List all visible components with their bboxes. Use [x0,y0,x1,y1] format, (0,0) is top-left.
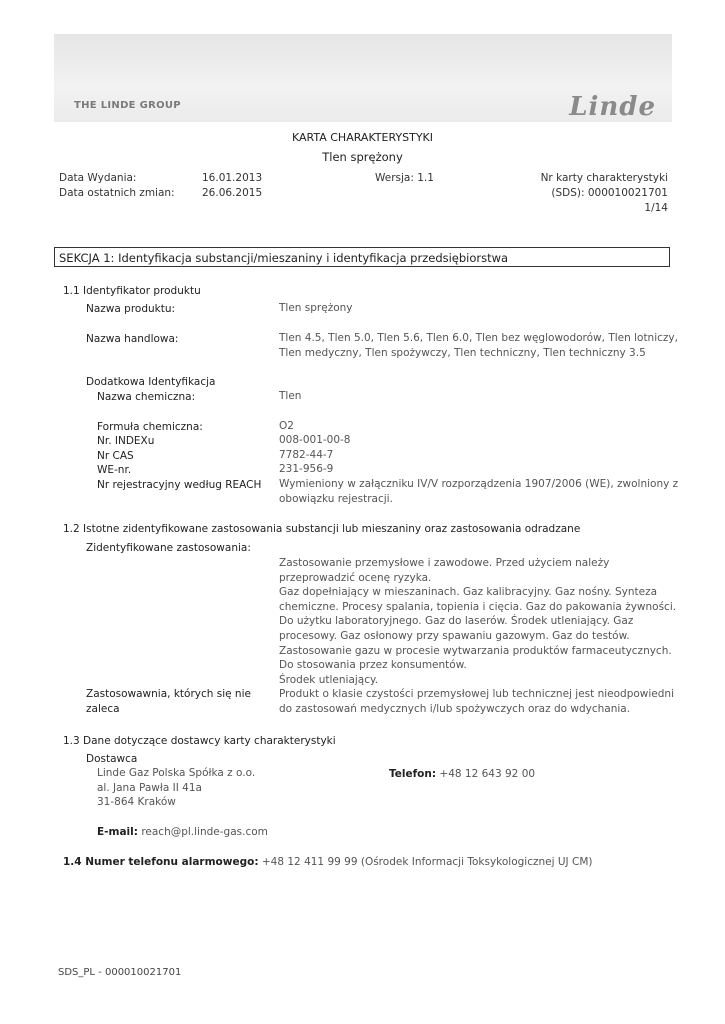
phone-label: Telefon: [389,768,437,780]
header-band [54,34,672,122]
identified-uses-list [279,556,676,687]
use-line: chemiczne. Procesy spalania, topienia i cięcia. Gaz do pakowania żywności. [279,600,677,613]
supplier-company: Linde Gaz Polska Spółka z o.o. [97,767,256,779]
chemical-name: Tlen [279,390,302,402]
reach-label: Nr rejestracyjny według REACH [97,479,262,491]
email-address[interactable]: reach@pl.linde-gas.com [141,826,268,838]
document-subtitle: Tlen sprężony [322,150,403,164]
sds-number: (SDS): 000010021701 [551,187,668,199]
formula: O2 [279,420,294,432]
use-line: Do użytku laboratoryjnego. Gaz do laserów. Środek utleniający. Gaz [279,615,634,628]
cas-label: Nr CAS [97,450,134,462]
trade-name-line-1: Tlen 4.5, Tlen 5.0, Tlen 5.6, Tlen 6.0, Tlen bez węglowodorów, Tlen lotniczy, [279,332,678,344]
supplier-label: Dostawca [86,753,138,765]
advised-against-line-2: do zastosowań medycznych i/lub spożywczych oraz do wdychania. [279,703,631,715]
index-label: Nr. INDEXu [97,435,155,447]
supplier-street: al. Jana Pawła II 41a [97,782,202,794]
use-line: Zastosowanie gazu w procesie wytwarzania produktów farmaceutycznych. [279,644,672,657]
document-title: KARTA CHARAKTERYSTYKI [291,131,434,144]
chemical-name-label: Nazwa chemiczna: [97,391,196,403]
revision-date: 26.06.2015 [202,187,263,199]
company-name: THE LINDE GROUP [74,100,181,111]
advised-against-label-2: zaleca [86,703,120,715]
use-line: Gaz dopełniający w mieszaninach. Gaz kalibracyjny. Gaz nośny. Synteza [279,586,658,599]
advised-against-line-1: Produkt o klasie czystości przemysłowej lub technicznej jest nieodpowiedni [279,688,674,700]
version: Wersja: 1.1 [375,172,434,184]
identified-uses-label: Zidentyfikowane zastosowania: [86,542,251,554]
emergency-phone: +48 12 411 99 99 (Ośrodek Informacji Toksykologicznej UJ CM) [261,856,593,868]
use-line: Zastosowanie przemysłowe i zawodowe. Przed użyciem należy [279,557,610,569]
trade-name-label: Nazwa handlowa: [86,333,179,345]
we-label: WE-nr. [97,464,132,476]
section-1-3-heading: 1.3 Dane dotyczące dostawcy karty charakterystyki [63,735,336,747]
revision-date-label: Data ostatnich zmian: [59,187,175,199]
footer-document-code: SDS_PL - 000010021701 [58,967,182,978]
email-label: E-mail: [97,826,138,838]
reach-line-1: Wymieniony w załączniku IV/V rozporządzenia 1907/2006 (WE), zwolniony z [279,478,679,490]
email-line [97,826,268,838]
section-1-2-heading: 1.2 Istotne zidentyfikowane zastosowania substancji lub mieszaniny oraz zastosowania odradzane [63,523,581,535]
use-line: procesowy. Gaz osłonowy przy spawaniu gazowym. Gaz do testów. [279,629,630,642]
page-number: 1/14 [644,202,668,214]
phone-number: +48 12 643 92 00 [439,768,536,780]
we-number: 231-956-9 [279,463,334,475]
use-line: przeprowadzić ocenę ryzyka. [279,571,432,584]
additional-identification-label: Dodatkowa Identyfikacja [86,376,216,388]
section-1-title: SEKCJA 1: Identyfikacja substancji/mieszaniny i identyfikacja przedsiębiorstwa [54,247,670,267]
sds-number-label: Nr karty charakterystyki [540,172,668,184]
use-line: Do stosowania przez konsumentów. [279,659,467,672]
trade-name-line-2: Tlen medyczny, Tlen spożywczy, Tlen techniczny, Tlen techniczny 3.5 [279,347,646,359]
issue-date-label: Data Wydania: [59,172,137,184]
phone-line [389,768,535,780]
linde-logo: Linde [569,92,656,122]
section-1-1-heading: 1.1 Identyfikator produktu [63,285,201,297]
index-number: 008-001-00-8 [279,434,351,446]
emergency-line [63,856,592,868]
cas-number: 7782-44-7 [279,449,334,461]
product-name-label: Nazwa produktu: [86,303,176,315]
section-1-4-heading: 1.4 Numer telefonu alarmowego: [63,856,259,868]
product-name: Tlen sprężony [279,302,353,314]
reach-line-2: obowiązku rejestracji. [279,493,393,505]
formula-label: Formuła chemiczna: [97,421,203,433]
supplier-city: 31-864 Kraków [97,796,176,808]
issue-date: 16.01.2013 [202,172,263,184]
advised-against-label-1: Zastosowawnia, których się nie [86,688,251,700]
use-line: Środek utleniający. [279,673,379,686]
